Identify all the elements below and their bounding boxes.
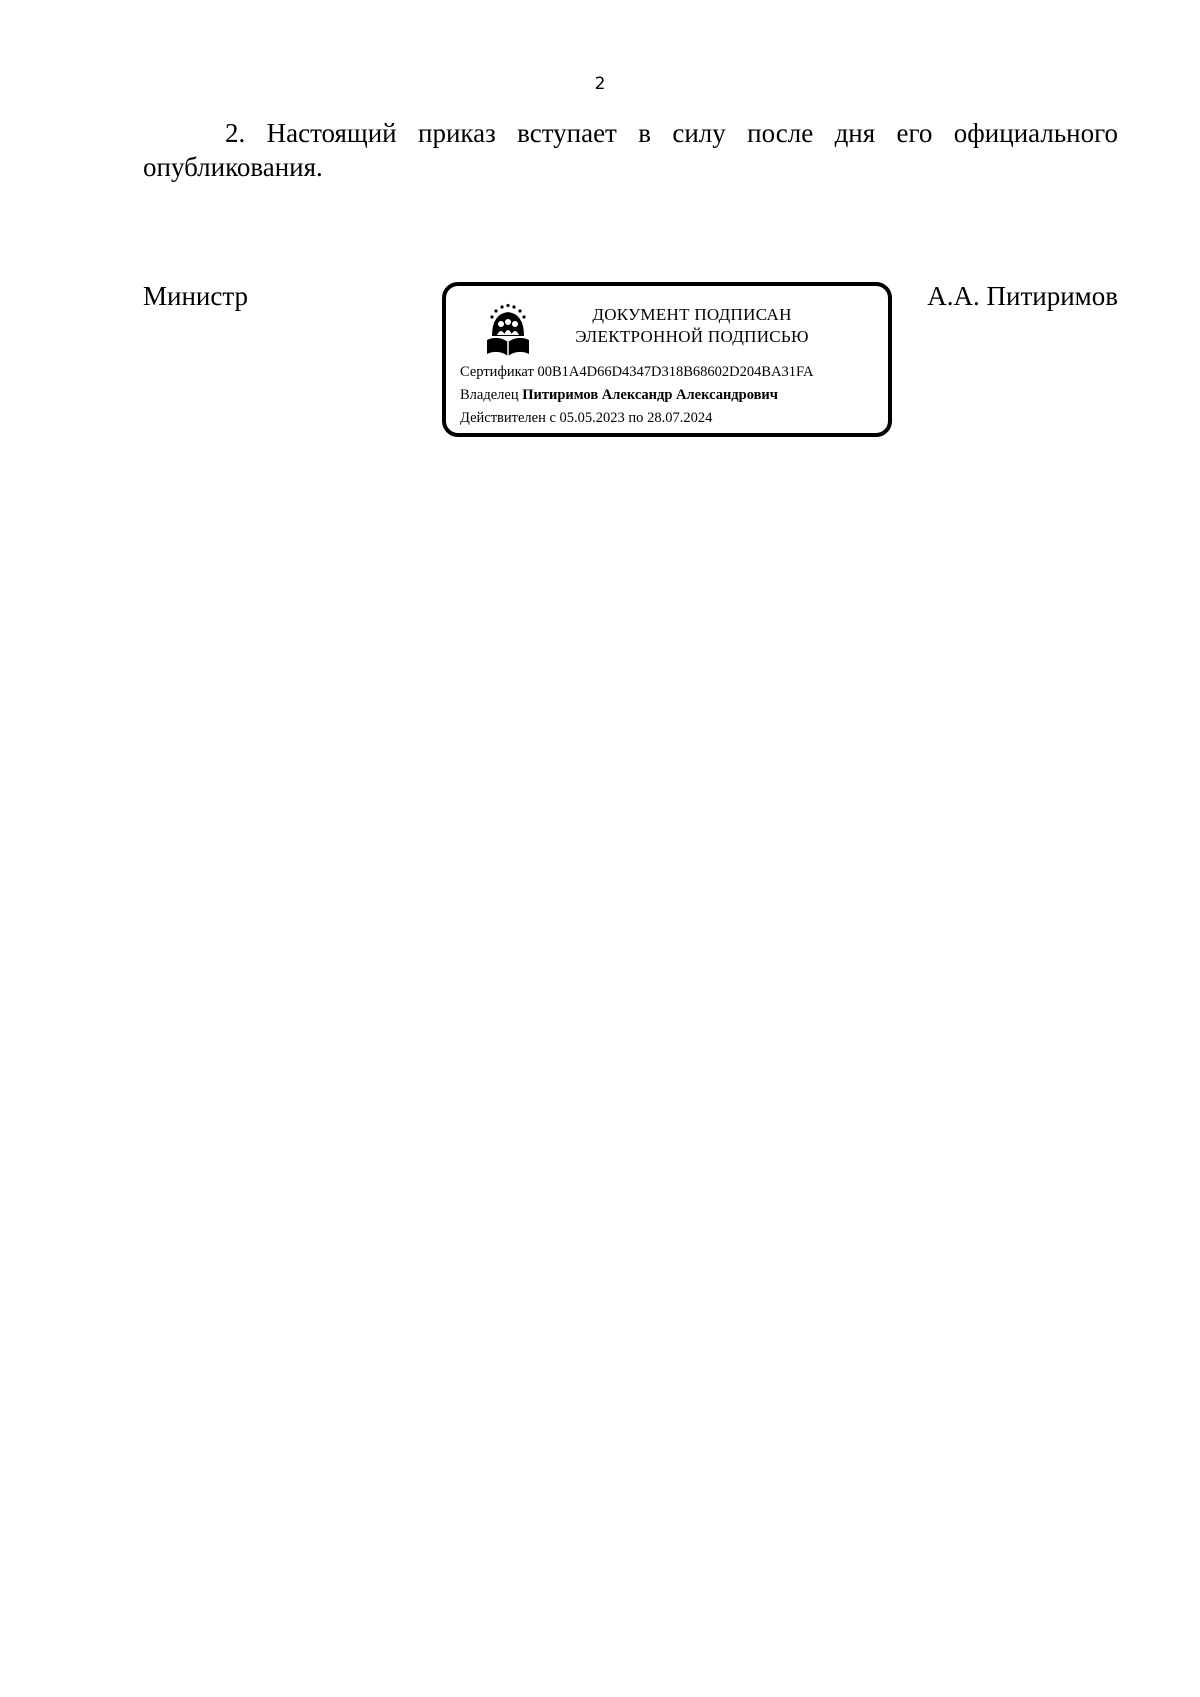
validity-from-label: с (549, 410, 556, 426)
certificate-label: Сертификат (460, 364, 534, 380)
validity-label: Действителен (460, 410, 546, 426)
signatory-name: А.А. Питиримов (927, 281, 1118, 311)
validity-to-date: 28.07.2024 (647, 410, 713, 426)
order-paragraph: 2. Настоящий приказ вступает в силу после дня его официального опубликования. (143, 118, 1118, 182)
stamp-validity-line (460, 408, 712, 428)
validity-from-date: 05.05.2023 (559, 410, 625, 426)
certificate-value: 00B1A4D66D4347D318B68602D204BA31FA (537, 364, 814, 380)
stamp-heading-line-1: ДОКУМЕНТ ПОДПИСАН (592, 305, 792, 324)
stamp-certificate-line (460, 362, 814, 382)
coat-of-arms-icon (484, 302, 532, 360)
page-number: 2 (594, 74, 606, 94)
owner-label: Владелец (460, 387, 519, 403)
validity-to-label: по (628, 410, 644, 426)
stamp-owner-line (460, 385, 778, 405)
stamp-heading-line-2: ЭЛЕКТРОННОЙ ПОДПИСЬЮ (575, 327, 809, 346)
owner-value: Питиримов Александр Александрович (522, 387, 778, 403)
stamp-heading (542, 304, 842, 348)
signatory-title: Министр (143, 281, 248, 311)
electronic-signature-stamp (442, 282, 892, 437)
